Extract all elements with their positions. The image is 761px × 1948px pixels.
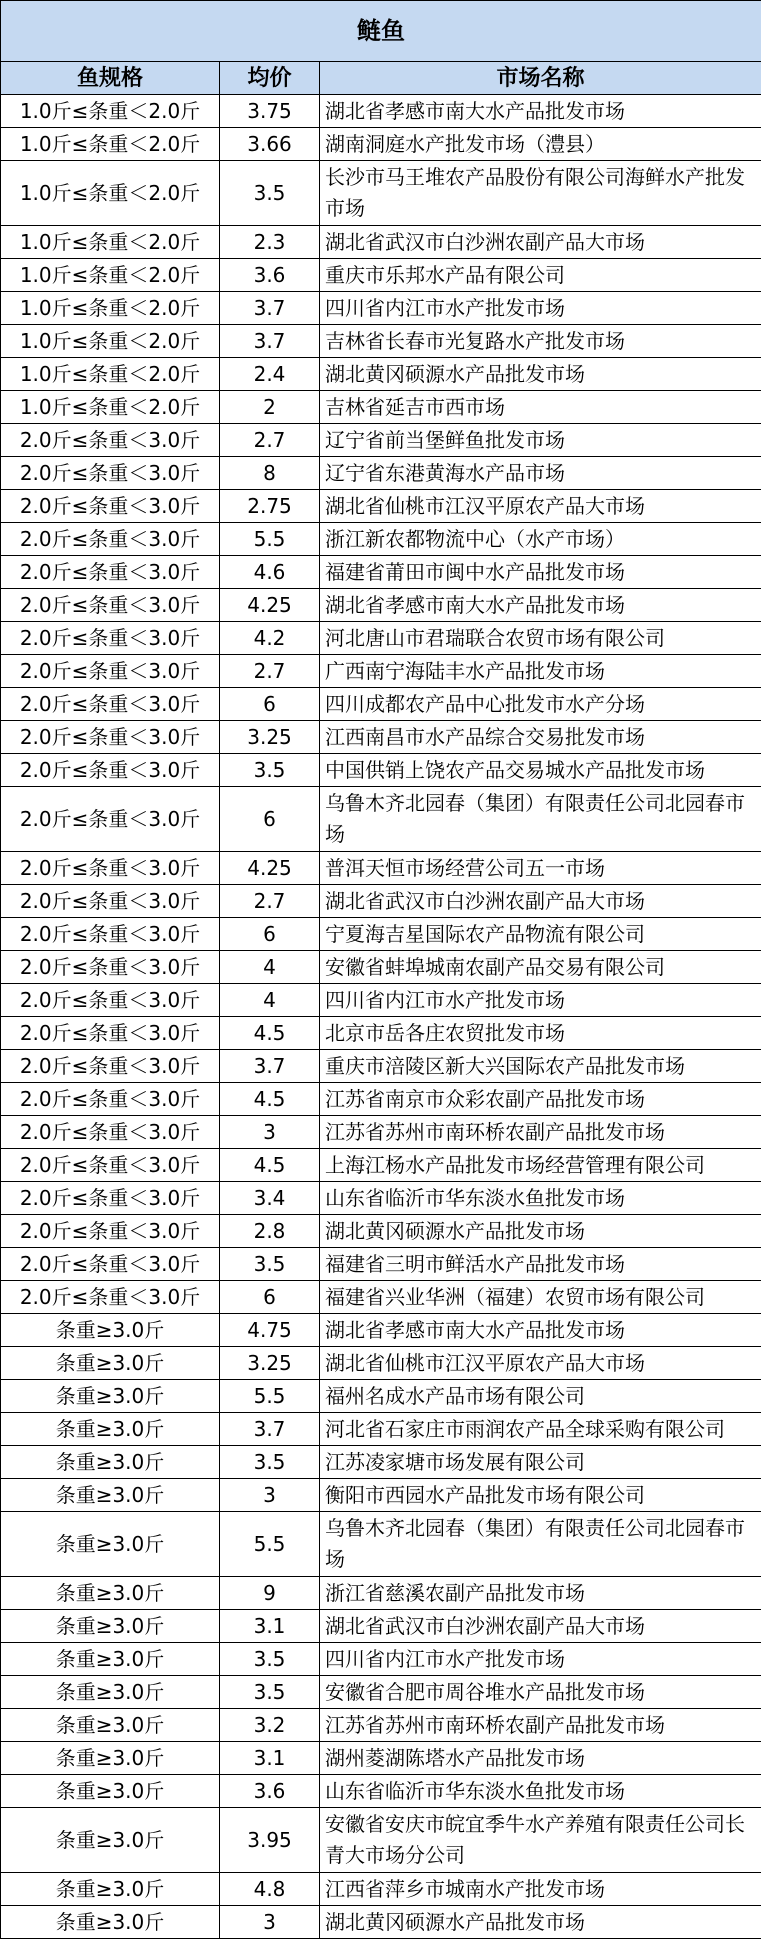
row-market: 长沙市马王堆农产品股份有限公司海鲜水产批发市场 [320, 161, 761, 226]
table-row [1, 1149, 761, 1182]
row-market: 四川省内江市水产批发市场 [320, 292, 761, 325]
row-spec: 1.0斤≤条重＜2.0斤 [1, 391, 220, 424]
row-market: 福州名成水产品市场有限公司 [320, 1380, 761, 1413]
row-spec: 2.0斤≤条重＜3.0斤 [1, 1149, 220, 1182]
row-spec: 条重≥3.0斤 [1, 1446, 220, 1479]
row-price: 3.5 [220, 1643, 320, 1676]
row-spec: 1.0斤≤条重＜2.0斤 [1, 128, 220, 161]
row-spec: 条重≥3.0斤 [1, 1512, 220, 1577]
table-row [1, 1742, 761, 1775]
row-spec: 2.0斤≤条重＜3.0斤 [1, 1050, 220, 1083]
row-price: 4.5 [220, 1149, 320, 1182]
row-price: 3.6 [220, 1775, 320, 1808]
row-price: 3.5 [220, 161, 320, 226]
row-price: 4.5 [220, 1083, 320, 1116]
table-row [1, 556, 761, 589]
table-row [1, 1479, 761, 1512]
row-market: 福建省兴业华洲（福建）农贸市场有限公司 [320, 1281, 761, 1314]
row-spec: 1.0斤≤条重＜2.0斤 [1, 358, 220, 391]
row-spec: 条重≥3.0斤 [1, 1742, 220, 1775]
header-spec: 鱼规格 [1, 62, 220, 95]
row-price: 2 [220, 391, 320, 424]
row-market: 湖北省孝感市南大水产品批发市场 [320, 1314, 761, 1347]
row-spec: 2.0斤≤条重＜3.0斤 [1, 1215, 220, 1248]
table-row [1, 1380, 761, 1413]
row-market: 湖北省仙桃市江汉平原农产品大市场 [320, 490, 761, 523]
row-price: 2.8 [220, 1215, 320, 1248]
table-row [1, 688, 761, 721]
row-price: 2.3 [220, 226, 320, 259]
row-market: 四川省内江市水产批发市场 [320, 984, 761, 1017]
row-price: 3.4 [220, 1182, 320, 1215]
row-spec: 2.0斤≤条重＜3.0斤 [1, 556, 220, 589]
row-price: 5.5 [220, 1380, 320, 1413]
table-row [1, 951, 761, 984]
row-market: 河北唐山市君瑞联合农贸市场有限公司 [320, 622, 761, 655]
row-market: 乌鲁木齐北园春（集团）有限责任公司北园春市场 [320, 1512, 761, 1577]
row-price: 8 [220, 457, 320, 490]
row-market: 江西南昌市水产品综合交易批发市场 [320, 721, 761, 754]
row-spec: 2.0斤≤条重＜3.0斤 [1, 688, 220, 721]
row-spec: 条重≥3.0斤 [1, 1413, 220, 1446]
row-spec: 2.0斤≤条重＜3.0斤 [1, 1017, 220, 1050]
table-row [1, 1709, 761, 1742]
row-price: 5.5 [220, 523, 320, 556]
row-market: 重庆市乐邦水产品有限公司 [320, 259, 761, 292]
row-price: 4.25 [220, 589, 320, 622]
row-spec: 条重≥3.0斤 [1, 1709, 220, 1742]
row-market: 江西省萍乡市城南水产批发市场 [320, 1873, 761, 1906]
row-price: 2.7 [220, 424, 320, 457]
row-price: 5.5 [220, 1512, 320, 1577]
row-market: 浙江省慈溪农副产品批发市场 [320, 1577, 761, 1610]
row-market: 湖北省孝感市南大水产品批发市场 [320, 95, 761, 128]
row-spec: 条重≥3.0斤 [1, 1314, 220, 1347]
table-row [1, 1643, 761, 1676]
row-spec: 2.0斤≤条重＜3.0斤 [1, 885, 220, 918]
row-price: 6 [220, 688, 320, 721]
row-spec: 条重≥3.0斤 [1, 1479, 220, 1512]
table-row [1, 852, 761, 885]
table-row [1, 1906, 761, 1939]
table-row [1, 622, 761, 655]
row-price: 3.2 [220, 1709, 320, 1742]
row-price: 3.5 [220, 1446, 320, 1479]
row-price: 4.8 [220, 1873, 320, 1906]
row-spec: 2.0斤≤条重＜3.0斤 [1, 457, 220, 490]
row-price: 2.7 [220, 655, 320, 688]
table-row [1, 1050, 761, 1083]
row-price: 3 [220, 1906, 320, 1939]
row-spec: 条重≥3.0斤 [1, 1808, 220, 1873]
table-row [1, 787, 761, 852]
row-spec: 2.0斤≤条重＜3.0斤 [1, 951, 220, 984]
row-price: 3.7 [220, 292, 320, 325]
row-market: 湖南洞庭水产批发市场（澧县） [320, 128, 761, 161]
table-row [1, 128, 761, 161]
row-spec: 1.0斤≤条重＜2.0斤 [1, 292, 220, 325]
row-market: 安徽省蚌埠城南农副产品交易有限公司 [320, 951, 761, 984]
row-price: 3.6 [220, 259, 320, 292]
table-row [1, 655, 761, 688]
row-price: 3.5 [220, 1248, 320, 1281]
table-row [1, 984, 761, 1017]
row-price: 3.75 [220, 95, 320, 128]
table-row [1, 391, 761, 424]
table-row [1, 1017, 761, 1050]
table-header-row [1, 62, 761, 95]
table-row [1, 325, 761, 358]
row-spec: 条重≥3.0斤 [1, 1347, 220, 1380]
row-price: 4.25 [220, 852, 320, 885]
row-spec: 2.0斤≤条重＜3.0斤 [1, 787, 220, 852]
row-spec: 2.0斤≤条重＜3.0斤 [1, 852, 220, 885]
row-price: 3.95 [220, 1808, 320, 1873]
row-market: 湖北省武汉市白沙洲农副产品大市场 [320, 226, 761, 259]
row-spec: 1.0斤≤条重＜2.0斤 [1, 259, 220, 292]
row-price: 3.25 [220, 1347, 320, 1380]
table-row [1, 1116, 761, 1149]
row-price: 3.25 [220, 721, 320, 754]
row-price: 6 [220, 918, 320, 951]
table-row [1, 1347, 761, 1380]
table-row [1, 358, 761, 391]
table-row [1, 523, 761, 556]
row-market: 湖北省武汉市白沙洲农副产品大市场 [320, 1610, 761, 1643]
row-market: 湖北省孝感市南大水产品批发市场 [320, 589, 761, 622]
row-market: 中国供销上饶农产品交易城水产品批发市场 [320, 754, 761, 787]
row-spec: 2.0斤≤条重＜3.0斤 [1, 1281, 220, 1314]
row-price: 2.4 [220, 358, 320, 391]
row-spec: 条重≥3.0斤 [1, 1906, 220, 1939]
row-market: 江苏省苏州市南环桥农副产品批发市场 [320, 1116, 761, 1149]
row-market: 重庆市涪陵区新大兴国际农产品批发市场 [320, 1050, 761, 1083]
row-price: 4.75 [220, 1314, 320, 1347]
row-spec: 2.0斤≤条重＜3.0斤 [1, 622, 220, 655]
row-price: 3.1 [220, 1742, 320, 1775]
row-spec: 2.0斤≤条重＜3.0斤 [1, 490, 220, 523]
table-row [1, 754, 761, 787]
row-spec: 1.0斤≤条重＜2.0斤 [1, 95, 220, 128]
table-row [1, 292, 761, 325]
row-market: 普洱天恒市场经营公司五一市场 [320, 852, 761, 885]
row-spec: 2.0斤≤条重＜3.0斤 [1, 918, 220, 951]
row-spec: 条重≥3.0斤 [1, 1380, 220, 1413]
row-market: 江苏省南京市众彩农副产品批发市场 [320, 1083, 761, 1116]
table-body [1, 95, 761, 1939]
table-row [1, 1577, 761, 1610]
row-market: 河北省石家庄市雨润农产品全球采购有限公司 [320, 1413, 761, 1446]
row-price: 3.7 [220, 1050, 320, 1083]
row-market: 乌鲁木齐北园春（集团）有限责任公司北园春市场 [320, 787, 761, 852]
table-row [1, 226, 761, 259]
row-price: 2.75 [220, 490, 320, 523]
row-market: 福建省莆田市闽中水产品批发市场 [320, 556, 761, 589]
row-spec: 2.0斤≤条重＜3.0斤 [1, 655, 220, 688]
row-spec: 条重≥3.0斤 [1, 1577, 220, 1610]
row-price: 3.5 [220, 754, 320, 787]
row-spec: 2.0斤≤条重＜3.0斤 [1, 1182, 220, 1215]
row-market: 湖州菱湖陈塔水产品批发市场 [320, 1742, 761, 1775]
row-price: 4 [220, 984, 320, 1017]
row-spec: 2.0斤≤条重＜3.0斤 [1, 1248, 220, 1281]
row-market: 衡阳市西园水产品批发市场有限公司 [320, 1479, 761, 1512]
row-spec: 2.0斤≤条重＜3.0斤 [1, 523, 220, 556]
row-spec: 1.0斤≤条重＜2.0斤 [1, 226, 220, 259]
table-row [1, 1775, 761, 1808]
row-market: 安徽省安庆市皖宜季牛水产养殖有限责任公司长青大市场分公司 [320, 1808, 761, 1873]
row-market: 四川省内江市水产批发市场 [320, 1643, 761, 1676]
row-spec: 2.0斤≤条重＜3.0斤 [1, 754, 220, 787]
row-spec: 1.0斤≤条重＜2.0斤 [1, 325, 220, 358]
row-price: 4.5 [220, 1017, 320, 1050]
table-row [1, 424, 761, 457]
table-row [1, 1808, 761, 1873]
table-row [1, 1215, 761, 1248]
row-market: 湖北黄冈硕源水产品批发市场 [320, 1906, 761, 1939]
row-market: 湖北黄冈硕源水产品批发市场 [320, 1215, 761, 1248]
row-price: 3 [220, 1479, 320, 1512]
table-row [1, 1413, 761, 1446]
row-spec: 条重≥3.0斤 [1, 1775, 220, 1808]
row-spec: 条重≥3.0斤 [1, 1676, 220, 1709]
table-row [1, 1182, 761, 1215]
header-price: 均价 [220, 62, 320, 95]
row-spec: 2.0斤≤条重＜3.0斤 [1, 589, 220, 622]
row-spec: 2.0斤≤条重＜3.0斤 [1, 424, 220, 457]
row-spec: 2.0斤≤条重＜3.0斤 [1, 721, 220, 754]
table-row [1, 1446, 761, 1479]
row-market: 湖北黄冈硕源水产品批发市场 [320, 358, 761, 391]
row-market: 吉林省延吉市西市场 [320, 391, 761, 424]
row-price: 4 [220, 951, 320, 984]
row-spec: 1.0斤≤条重＜2.0斤 [1, 161, 220, 226]
row-price: 3 [220, 1116, 320, 1149]
table-row [1, 490, 761, 523]
row-spec: 2.0斤≤条重＜3.0斤 [1, 984, 220, 1017]
table-title: 鲢鱼 [1, 1, 761, 62]
table-row [1, 589, 761, 622]
row-price: 4.2 [220, 622, 320, 655]
row-spec: 2.0斤≤条重＜3.0斤 [1, 1083, 220, 1116]
table-row [1, 1281, 761, 1314]
row-market: 宁夏海吉星国际农产品物流有限公司 [320, 918, 761, 951]
row-price: 4.6 [220, 556, 320, 589]
row-price: 3.1 [220, 1610, 320, 1643]
row-market: 山东省临沂市华东淡水鱼批发市场 [320, 1775, 761, 1808]
row-market: 福建省三明市鲜活水产品批发市场 [320, 1248, 761, 1281]
row-spec: 条重≥3.0斤 [1, 1643, 220, 1676]
row-price: 6 [220, 787, 320, 852]
table-row [1, 1248, 761, 1281]
table-row [1, 1083, 761, 1116]
row-market: 四川成都农产品中心批发市水产分场 [320, 688, 761, 721]
row-spec: 条重≥3.0斤 [1, 1873, 220, 1906]
row-market: 江苏凌家塘市场发展有限公司 [320, 1446, 761, 1479]
row-market: 辽宁省前当堡鲜鱼批发市场 [320, 424, 761, 457]
header-market: 市场名称 [320, 62, 761, 95]
row-price: 3.66 [220, 128, 320, 161]
table-row [1, 1512, 761, 1577]
row-market: 山东省临沂市华东淡水鱼批发市场 [320, 1182, 761, 1215]
row-spec: 2.0斤≤条重＜3.0斤 [1, 1116, 220, 1149]
table-row [1, 918, 761, 951]
row-price: 2.7 [220, 885, 320, 918]
table-row [1, 885, 761, 918]
row-market: 浙江新农都物流中心（水产市场） [320, 523, 761, 556]
row-market: 北京市岳各庄农贸批发市场 [320, 1017, 761, 1050]
row-market: 辽宁省东港黄海水产品市场 [320, 457, 761, 490]
row-spec: 条重≥3.0斤 [1, 1610, 220, 1643]
row-price: 3.7 [220, 325, 320, 358]
row-price: 3.5 [220, 1676, 320, 1709]
table-row [1, 721, 761, 754]
table-row [1, 259, 761, 292]
table-row [1, 95, 761, 128]
row-market: 安徽省合肥市周谷堆水产品批发市场 [320, 1676, 761, 1709]
table-row [1, 1314, 761, 1347]
table-row [1, 457, 761, 490]
row-price: 6 [220, 1281, 320, 1314]
row-market: 湖北省武汉市白沙洲农副产品大市场 [320, 885, 761, 918]
row-price: 9 [220, 1577, 320, 1610]
table-row [1, 1676, 761, 1709]
table-row [1, 161, 761, 226]
row-market: 湖北省仙桃市江汉平原农产品大市场 [320, 1347, 761, 1380]
row-market: 吉林省长春市光复路水产批发市场 [320, 325, 761, 358]
row-market: 上海江杨水产品批发市场经营管理有限公司 [320, 1149, 761, 1182]
table-row [1, 1610, 761, 1643]
row-market: 江苏省苏州市南环桥农副产品批发市场 [320, 1709, 761, 1742]
row-market: 广西南宁海陆丰水产品批发市场 [320, 655, 761, 688]
table-row [1, 1873, 761, 1906]
row-price: 3.7 [220, 1413, 320, 1446]
